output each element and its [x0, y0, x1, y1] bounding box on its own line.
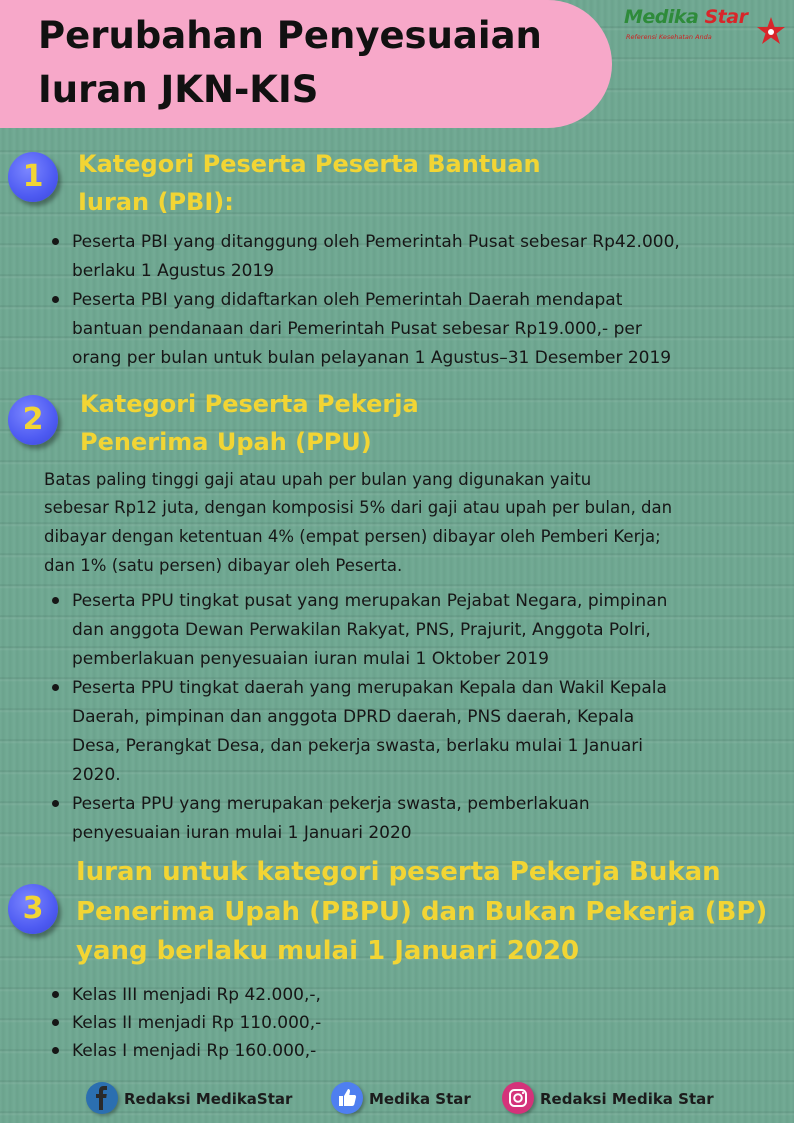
section-number-3: 3: [8, 884, 58, 934]
bullet-dot: [52, 991, 59, 998]
section2-bullet2-line4: 2020.: [72, 765, 121, 785]
section3-bullet2: Kelas II menjadi Rp 110.000,-: [72, 1013, 322, 1033]
footer-instagram[interactable]: [502, 1082, 722, 1116]
footer-instagram-label: Redaksi Medika Star: [540, 1090, 714, 1108]
medikastar-logo: [624, 6, 788, 50]
section1-bullet2-line2: bantuan pendanaan dari Pemerintah Pusat sebesar Rp19.000,- per: [72, 319, 642, 339]
bullet-dot: [52, 800, 59, 807]
bullet-dot: [52, 296, 59, 303]
section2-bullet1-line2: dan anggota Dewan Perwakilan Rakyat, PNS, Prajurit, Anggota Polri,: [72, 620, 651, 640]
section2-heading-line-1: Kategori Peserta Pekerja: [80, 390, 419, 418]
section-number-1: 1: [8, 152, 58, 202]
section2-bullet3-line2: penyesuaian iuran mulai 1 Januari 2020: [72, 823, 412, 843]
section2-paragraph-line4: dan 1% (satu persen) dibayar oleh Peserta.: [44, 556, 403, 575]
section3-bullet1: Kelas III menjadi Rp 42.000,-,: [72, 985, 321, 1005]
page-title-line-1: Perubahan Penyesuaian: [38, 14, 542, 57]
section2-bullet1-line1: Peserta PPU tingkat pusat yang merupakan Pejabat Negara, pimpinan: [72, 591, 668, 611]
section3-heading-line-1: Iuran untuk kategori peserta Pekerja Bukan: [76, 857, 721, 887]
facebook-icon: [86, 1082, 118, 1114]
section3-bullet3: Kelas I menjadi Rp 160.000,-: [72, 1041, 317, 1061]
section3-heading-line-2: Penerima Upah (PBPU) dan Bukan Pekerja (BP): [76, 897, 768, 927]
section2-paragraph-line2: sebesar Rp12 juta, dengan komposisi 5% dari gaji atau upah per bulan, dan: [44, 498, 673, 517]
section1-heading-line-2: Iuran (PBI):: [78, 188, 234, 216]
section2-paragraph-line3: dibayar dengan ketentuan 4% (empat persen) dibayar oleh Pemberi Kerja;: [44, 527, 661, 546]
section2-bullet2-line2: Daerah, pimpinan dan anggota DPRD daerah, PNS daerah, Kepala: [72, 707, 635, 727]
footer-like[interactable]: [331, 1082, 481, 1116]
section1-bullet2-line3: orang per bulan untuk bulan pelayanan 1 Agustus–31 Desember 2019: [72, 348, 672, 368]
section-number-2: 2: [8, 395, 58, 445]
section2-bullet2-line3: Desa, Perangkat Desa, dan pekerja swasta, berlaku mulai 1 Januari: [72, 736, 643, 756]
bullet-dot: [52, 1019, 59, 1026]
section1-bullet1-line1: Peserta PBI yang ditanggung oleh Pemerintah Pusat sebesar Rp42.000,: [72, 232, 680, 252]
section2-paragraph-line1: Batas paling tinggi gaji atau upah per bulan yang digunakan yaitu: [44, 470, 592, 489]
bullet-dot: [52, 238, 59, 245]
page-title-line-2: Iuran JKN-KIS: [38, 68, 319, 111]
logo-wordmark: Medika Star: [624, 6, 748, 28]
section2-bullet2-line1: Peserta PPU tingkat daerah yang merupakan Kepala dan Wakil Kepala: [72, 678, 667, 698]
footer-like-label: Medika Star: [369, 1090, 471, 1108]
bullet-dot: [52, 1047, 59, 1054]
instagram-icon: [502, 1082, 534, 1114]
thumbs-up-icon: [331, 1082, 363, 1114]
bullet-dot: [52, 597, 59, 604]
bullet-dot: [52, 684, 59, 691]
star-icon: [756, 16, 786, 46]
section2-bullet1-line3: pemberlakuan penyesuaian iuran mulai 1 Oktober 2019: [72, 649, 549, 669]
section3-heading-line-3: yang berlaku mulai 1 Januari 2020: [76, 936, 580, 966]
section2-bullet3-line1: Peserta PPU yang merupakan pekerja swasta, pemberlakuan: [72, 794, 590, 814]
section2-heading-line-2: Penerima Upah (PPU): [80, 428, 372, 456]
footer-facebook[interactable]: [86, 1082, 306, 1116]
section1-bullet2-line1: Peserta PBI yang didaftarkan oleh Pemerintah Daerah mendapat: [72, 290, 623, 310]
logo-tagline: Referensi Kesehatan Anda: [626, 33, 712, 41]
section1-heading-line-1: Kategori Peserta Peserta Bantuan: [78, 150, 541, 178]
section1-bullet1-line2: berlaku 1 Agustus 2019: [72, 261, 275, 281]
footer-facebook-label: Redaksi MedikaStar: [124, 1090, 293, 1108]
